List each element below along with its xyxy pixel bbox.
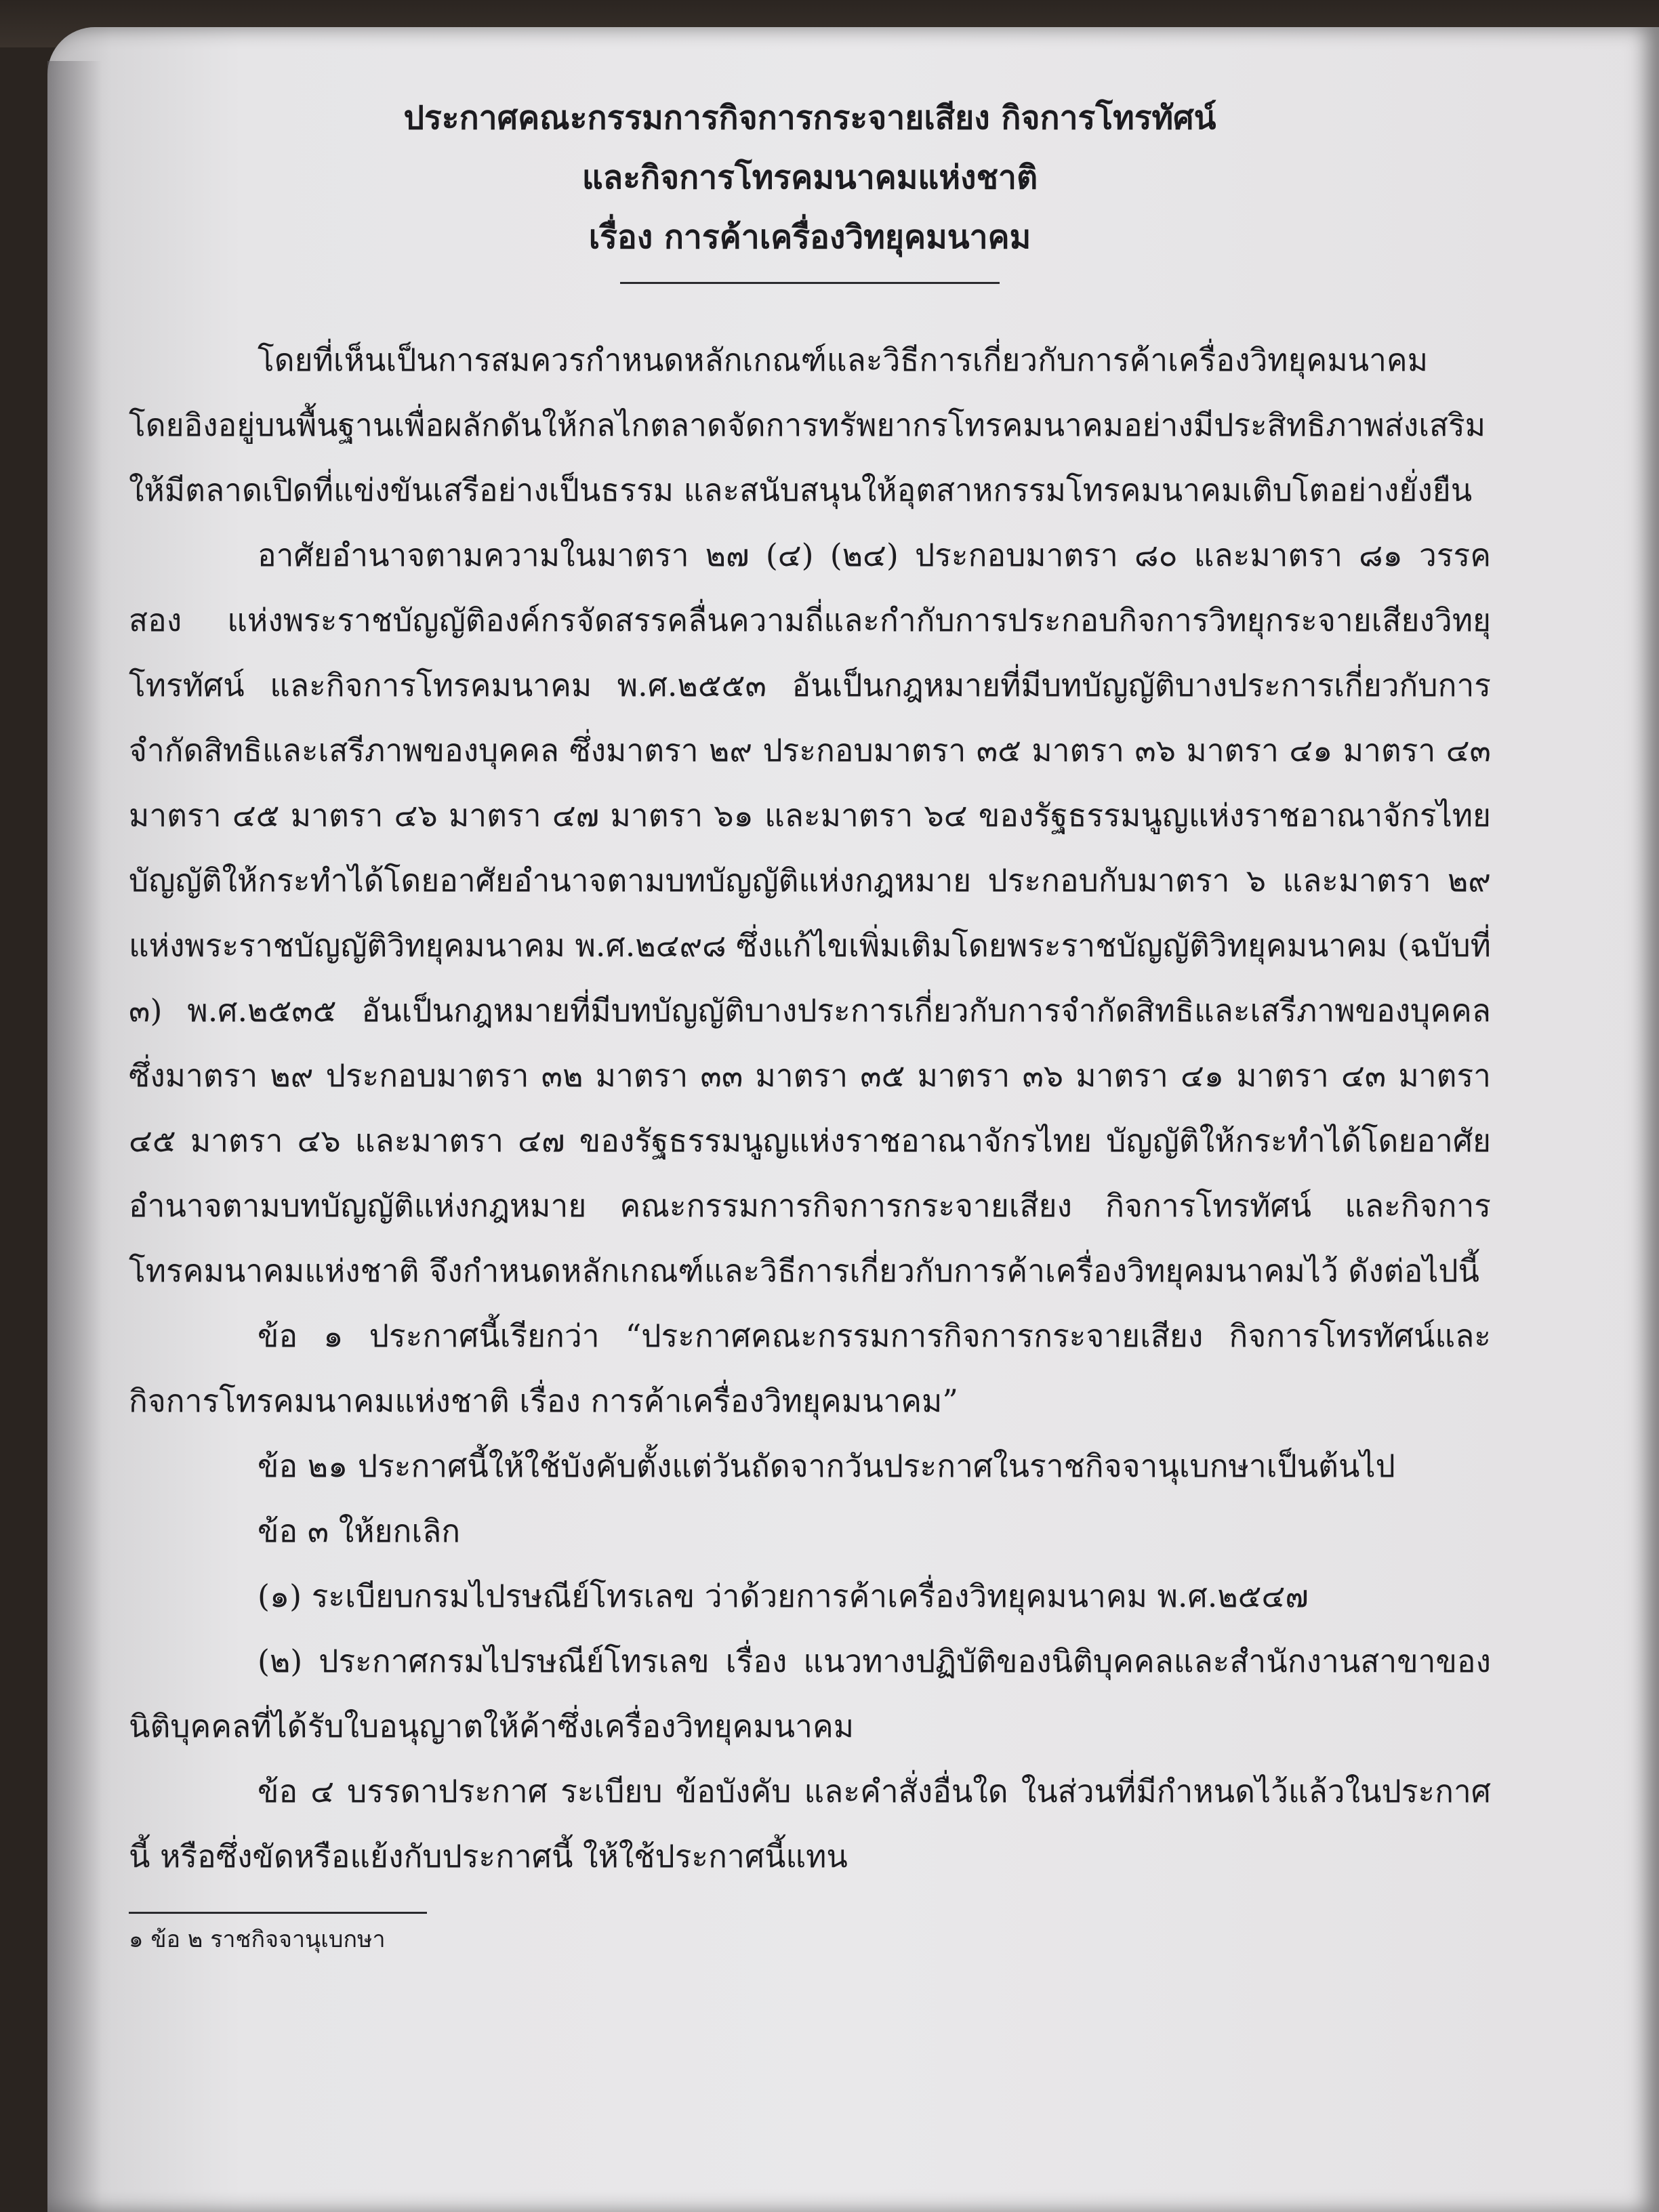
footnote-divider	[129, 1912, 427, 1914]
clause-3-item-1: (๑) ระเบียบกรมไปรษณีย์โทรเลข ว่าด้วยการค้าเครื่องวิทยุคมนาคม พ.ศ.๒๕๔๗	[258, 1578, 1309, 1614]
clause-3-item-2: (๒) ประกาศกรมไปรษณีย์โทรเลข เรื่อง แนวทางปฏิบัติของนิติบุคคลและสำนักงานสาขาของนิติบุคคลที่ได้รับใบอนุญาตให้ค้าซึ่งเครื่องวิทยุคมนาคม	[129, 1643, 1491, 1744]
document-title	[129, 88, 1491, 267]
title-line-2: และกิจการโทรคมนาคมแห่งชาติ	[581, 159, 1038, 197]
authority-paragraph: อาศัยอำนาจตามความในมาตรา ๒๗ (๔) (๒๔) ประกอบมาตรา ๘๐ และมาตรา ๘๑ วรรคสอง แห่งพระราชบัญญัติองค์กรจัดสรรคลื่นความถี่และกำกับการประกอบกิจการวิทยุกระจายเสียงวิทยุโทรทัศน์ และกิจการโทรคมนาคม พ.ศ.๒๕๕๓ อันเป็นกฎหมายที่มีบทบัญญัติบางประการเกี่ยวกับการจำกัดสิทธิและเสรีภาพของบุคคล ซึ่งมาตรา ๒๙ ประกอบมาตรา ๓๕ มาตรา ๓๖ มาตรา ๔๑ มาตรา ๔๓ มาตรา ๔๕ มาตรา ๔๖ มาตรา ๔๗ มาตรา ๖๑ และมาตรา ๖๔ ของรัฐธรรมนูญแห่งราชอาณาจักรไทย บัญญัติให้กระทำได้โดยอาศัยอำนาจตามบทบัญญัติแห่งกฎหมาย ประกอบกับมาตรา ๖ และมาตรา ๒๙ แห่งพระราชบัญญัติวิทยุคมนาคม พ.ศ.๒๔๙๘ ซึ่งแก้ไขเพิ่มเติมโดยพระราชบัญญัติวิทยุคมนาคม (ฉบับที่ ๓) พ.ศ.๒๕๓๕ อันเป็นกฎหมายที่มีบทบัญญัติบางประการเกี่ยวกับการจำกัดสิทธิและเสรีภาพของบุคคล ซึ่งมาตรา ๒๙ ประกอบมาตรา ๓๒ มาตรา ๓๓ มาตรา ๓๕ มาตรา ๓๖ มาตรา ๔๑ มาตรา ๔๓ มาตรา ๔๕ มาตรา ๔๖ และมาตรา ๔๗ ของรัฐธรรมนูญแห่งราชอาณาจักรไทย บัญญัติให้กระทำได้โดยอาศัยอำนาจตามบทบัญญัติแห่งกฎหมาย คณะกรรมการกิจการกระจายเสียง กิจการโทรทัศน์ และกิจการโทรคมนาคมแห่งชาติ จึงกำหนดหลักเกณฑ์และวิธีการเกี่ยวกับการค้าเครื่องวิทยุคมนาคมไว้ ดังต่อไปนี้	[129, 537, 1492, 1289]
page-gutter-shadow	[47, 61, 102, 2212]
clause-1: ข้อ ๑ ประกาศนี้เรียกว่า “ประกาศคณะกรรมการกิจการกระจายเสียง กิจการโทรทัศน์และกิจการโทรคมนาคมแห่งชาติ เรื่อง การค้าเครื่องวิทยุคมนาคม”	[129, 1317, 1491, 1419]
title-line-3: เรื่อง การค้าเครื่องวิทยุคมนาคม	[588, 218, 1031, 256]
footnote: ๑ ข้อ ๒ ราชกิจจานุเบกษา	[129, 1926, 386, 1953]
preamble-paragraph: โดยที่เห็นเป็นการสมควรกำหนดหลักเกณฑ์และวิธีการเกี่ยวกับการค้าเครื่องวิทยุคมนาคม โดยอิงอยู่บนพื้นฐานเพื่อผลักดันให้กลไกตลาดจัดการทรัพยากรโทรคมนาคมอย่างมีประสิทธิภาพส่งเสริมให้มีตลาดเปิดที่แข่งขันเสรีอย่างเป็นธรรม และสนับสนุนให้อุตสาหกรรมโทรคมนาคมเติบโตอย่างยั่งยืน	[129, 342, 1486, 508]
clause-4: ข้อ ๔ บรรดาประกาศ ระเบียบ ข้อบังคับ และคำสั่งอื่นใด ในส่วนที่มีกำหนดไว้แล้วในประกาศนี้ หรือซึ่งขัดหรือแย้งกับประกาศนี้ ให้ใช้ประกาศนี้แทน	[129, 1773, 1491, 1875]
title-line-1: ประกาศคณะกรรมการกิจการกระจายเสียง กิจการโทรทัศน์	[403, 99, 1216, 137]
title-underline	[620, 282, 1000, 284]
clause-2: ข้อ ๒๑ ประกาศนี้ให้ใช้บังคับตั้งแต่วันถัดจากวันประกาศในราชกิจจานุเบกษาเป็นต้นไป	[258, 1448, 1395, 1484]
clause-3: ข้อ ๓ ให้ยกเลิก	[258, 1513, 461, 1549]
document-body	[129, 88, 1491, 1960]
